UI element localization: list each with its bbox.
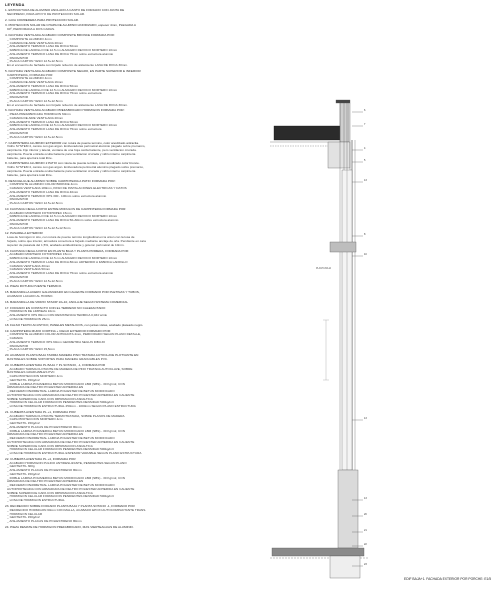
callout-2: 7 bbox=[364, 123, 366, 126]
legend-item-line: _ DOBLE LAMINA POLIMERICA BETUN MODIFICADO LBM (SBS) - 30 Kg/m2, CON bbox=[7, 475, 125, 480]
callout-9: 13 bbox=[364, 497, 367, 500]
legend-item bbox=[5, 19, 267, 23]
legend-item-line: _ REFUERZO PERIMETRAL LAMINA POLIESTER DE BETUN MODIFICADO bbox=[7, 389, 115, 394]
legend-item-line: RASTRELES GRADUABLES PVC bbox=[7, 370, 55, 375]
legend-item-line: _ GEOTEXTIL 150g/m2 bbox=[7, 515, 40, 520]
legend-item-line: _ CAMARA VENTILADA 30mm bbox=[7, 263, 50, 268]
legend-item-line: ACABADO LACADO AL HORNO. bbox=[7, 293, 54, 298]
legend-item-line: SOBRE SUPERFICIE CAPA CON IMPRIMACION ASFALTICA bbox=[7, 396, 93, 401]
legend-column bbox=[5, 3, 267, 595]
upper-parapet bbox=[340, 102, 349, 142]
callout-8: 13 bbox=[364, 417, 367, 420]
legend-item-line: _ PARAVAPOR bbox=[7, 95, 29, 100]
legend-item-line: _ AISLAMIENTO PLACAS DE POLIESTIRENO 80mm bbox=[7, 519, 82, 524]
legend-item-line: _ ACABADO TARIMA FLOTANTE DE MADERA DE PINO TRATADA AUTOCLAVE, SOBRE bbox=[7, 366, 133, 371]
legend-item-heading: 21. CUBIERTA AVENTADA PL +1, FORMADA POR bbox=[5, 409, 76, 414]
legend-item-line: AUTOPROTEGIDA CON ARMADURA DE FIELTRO POLIESTER ADHERIDA EN CALIENTE bbox=[7, 439, 135, 444]
legend-item-line: _ PLACA CARTON YESO 12.5+12.5mm bbox=[7, 98, 63, 103]
legend-item-line: _ HORMIGON CELULAR FORMACION PENDIENTES DENSIDAD 500kg/m3 bbox=[7, 494, 114, 499]
legend-item-line: _ PARAVAPOR bbox=[7, 221, 29, 226]
legend-item-line: _ CAMARA DE AIRE VENTILADA 20mm bbox=[7, 40, 64, 45]
legend-item-line: _ COMPOSITE ALUMINIO COLOR BRONCE 4mm bbox=[7, 182, 78, 187]
legend-item-line: _ REFUERZO PERIMETRAL LAMINA POLIESTER DE BETUN MODIFICADO bbox=[7, 436, 115, 441]
legend-item bbox=[5, 250, 267, 284]
callout-11: 21 bbox=[364, 529, 367, 532]
legend-item bbox=[5, 307, 267, 322]
legend-item-line: SOBRE SUPERFICIE CAPA CON IMPRIMACION ASFALTICA bbox=[7, 490, 93, 495]
callout-5: 13 bbox=[364, 179, 367, 182]
legend-item-heading: 6. FACHADA VENTILADA ACABADO PREFABRICADO HORMIGON FORMADA POR: bbox=[5, 108, 125, 113]
legend-item-line: _ HORMIGON CELULAR bbox=[7, 511, 43, 516]
legend-item bbox=[5, 109, 267, 139]
legend-item-line: ARMADURA DE FIELTRO POLIESTER ADHERIDA EN bbox=[7, 385, 84, 390]
legend-item-line: AUTOPROTEGIDA CON ARMADURA DE FIELTRO POLIESTER ADHERIDA EN CALIENTE bbox=[7, 392, 135, 397]
lower-wall-band bbox=[338, 470, 358, 548]
legend-item bbox=[5, 330, 267, 353]
legend-item-line: _ AISLAMIENTO TERMICO LANA DE ROCA 80mm ADHERIDO A FABRICA LADRILLO bbox=[7, 259, 128, 264]
legend-item-line: _ FABRICA DE LADRILLO DE 12.5 cm ALMAGRO REVOCO MORTERO 10mm bbox=[7, 256, 118, 261]
legend-item-line: CARPINTERIA, FORMADA POR: bbox=[7, 72, 54, 77]
legend-item bbox=[5, 526, 267, 530]
legend-item-line: _ AISLAMIENTO TERMICO LANA DE ROCA 50mm bbox=[7, 83, 79, 88]
legend-item-line: _ ACABADO HORMIGON PULIDO ANTIDESLIZANTE, PENDIENTES SEGUN PLANO bbox=[7, 460, 127, 465]
legend-item-line: _ FABRICA DE LADRILLO DE 12.5 cm ALMAGRO REVOCO MORTERO 10mm bbox=[7, 87, 118, 92]
legend-item-line: superior de pasarela del 1,5%, acabado antideslizante y goteron perimetral de 10mm. bbox=[7, 242, 125, 247]
legend-item-heading: 20. ACABADO PLANTA BAJA TARIMA MADERA PINO TRATADA AUTOCLAVE PLOTVANTE EN bbox=[5, 353, 139, 358]
legend-item-line: SOBRE SUPERFICIE CAPA CON IMPRIMACION ASFALTICA bbox=[7, 443, 93, 448]
legend-item-line: _ CAMARA VENTILADA 180mm, PASO DE INSTALACIONES ELECTRICAS Y DATOS bbox=[7, 186, 127, 190]
legend-item-line: _ PARAVAPOR bbox=[7, 274, 29, 279]
legend-item bbox=[5, 324, 267, 328]
legend-item-line: Vidrio SYSTEM 4, cantos con gas argon. Embocadura perimetral aluminio plegado sobre premarco, bbox=[7, 165, 144, 170]
legend-item-line: _ PARAVAPOR bbox=[7, 55, 29, 60]
legend-item-line: _ ACABADO MORTERO FOTOPRIPEC 15mm bbox=[7, 252, 72, 257]
legend-item-heading: 14. PIEZA ROTURA PUENTE TERMICO. bbox=[5, 284, 63, 289]
legend-item-heading: 20. CUBIERTA AVENTADA PL BAJA Y PL SOTANO, -1, FORMADA POR bbox=[5, 362, 106, 367]
legend-item-line: _ GEOTEXTIL 300g bbox=[7, 464, 35, 469]
legend-item-line: _ AISLAMIENTO TERMICO XPS 60mm GEOMETRIA SEGUN DIBUJO bbox=[7, 339, 106, 344]
legend-item bbox=[5, 291, 267, 299]
legend-item-line: _ AISLAMIENTO TERMICO LANA DE ROCA 50+60mm sobre estructura alumnio bbox=[7, 218, 119, 223]
callout-3: 4 bbox=[364, 147, 366, 150]
legend-item-heading: 22. CUBIERTA AVENTADA PL +4, FORMADA POR bbox=[5, 456, 76, 461]
legend-item-heading: 24. PIEZA REMATE DE HORMIGON PREFABRICADO, MAS VIERTEAGUAS DE ALUMINIO. bbox=[5, 524, 134, 529]
legend-item-line: _ GEOTEXTIL 150g/m2 bbox=[7, 377, 40, 382]
legend-item-line: _ ACABADO MORTERO FOTOPRIPEC 15mm bbox=[7, 210, 72, 215]
section-svg bbox=[268, 0, 500, 598]
legend-item-heading: 4. FACHADA VENTILADA ACABADO COMPOSITE BRONCE FORMADA POR: bbox=[5, 33, 115, 38]
legend-item-line: En el encuentro de fachada con forjado refuerzo de aislamiento LANA DE ROCA 30mm. bbox=[7, 63, 128, 68]
legend-item-line: En el encuentro de fachada con forjado refuerzo de aislamiento LANA DE ROCA 30mm. bbox=[7, 102, 128, 107]
legend-title: LEYENDA bbox=[5, 3, 25, 7]
legend-item-line: carpinteria. Fijo inferior y lateral, ventana de una hoja oscila batiente, pero ventilacion cruzada. bbox=[7, 148, 137, 153]
legend-item-line: _ GEOTEXTIL 150g/m2 bbox=[7, 421, 40, 426]
legend-item-heading: 19. CARPINTERIA MURO CORTINA + CIEGO EXTERIOR FORMADO POR: bbox=[5, 328, 111, 333]
legend-item-line: _ RECRECIDO HORMIGON 60mm CON MALLA, ACABADO EPOXI AUTOCOMPACTANTE TRANS. bbox=[7, 507, 147, 512]
callout-13: 23 bbox=[364, 563, 367, 566]
legend-item-heading: 10. FACHADA CIEGA A PATIO ENTRE MODULOS DE CARPINTERIA FORMADA POR: bbox=[5, 206, 127, 211]
legend-item-line: _ AISLAMIENTO TERMICO XPS 300 - 100mm sobre estructura alumnio bbox=[7, 193, 107, 198]
legend-item bbox=[5, 70, 267, 108]
legend-item-line: _ PLACA CARTON YESO 12.5+12.5mm bbox=[7, 201, 63, 205]
legend-item-line: _ AISLAMIENTO PLACAS DE POLIESTIRENO 80mm bbox=[7, 468, 82, 473]
legend-item-line: Losa de hormigon in situ, con rotura de puente termico longitudinal en la union con la losa de bbox=[7, 235, 135, 240]
legend-item-line: _ LOSA DE HORMIGON ESTRUCTURAL 250mm - 1000mm SEGUN PLANO ESTRUCTURA bbox=[7, 404, 136, 409]
legend-item-heading: 2. GUIA CORREDERA PARA PROTECCION SOLAR. bbox=[5, 17, 79, 22]
legend-item bbox=[5, 9, 267, 17]
legend-item-line: _ DOBLE LAMINA POLIMERICA BETUN MODIFICADO LBM (SBS) - 30 Kg/m2, CON bbox=[7, 381, 125, 386]
legend-item-line: _ AISLAMIENTO TERMICO LANA DE ROCA 50mm bbox=[7, 44, 79, 49]
legend-item-line: ARMADURA DE FIELTRO POLIESTER ADHERIDA EN bbox=[7, 432, 84, 437]
legend-item-line: batiente, para apertura total libre. bbox=[7, 172, 53, 177]
legend-item-line: _ PARAVAPOR bbox=[7, 343, 29, 348]
legend-item-line: _ PLACA CARTON YESO 12.5+12.5+12.5mm bbox=[7, 225, 71, 230]
legend-item-heading: 5. FACHADA VENTILADA ACABADO COMPOSITE NEGRO, EN PARTE SUPERIOR E INFERIOR bbox=[5, 68, 141, 73]
ground-slab bbox=[272, 548, 364, 556]
legend-item-line: carpinteria. Puerta entrada oculta batiente para ventilacion cruzada y vidrio interno carpinteria bbox=[7, 151, 136, 156]
legend-item-line: NEOPRENO, PARA APOYO DE PROTECCION SOLAR. bbox=[7, 11, 85, 16]
legend-item-line: carpinteria. Puerta entrada oculta batiente para ventilacion cruzada y vidrio interno carpinteria bbox=[7, 168, 136, 173]
legend-item bbox=[5, 142, 267, 161]
floor-level-note: PLANTA BAJA bbox=[316, 268, 332, 270]
upper-wall-insulation bbox=[328, 142, 350, 168]
legend-item-line: forjado, sobre que interior, armadura conectora a forjado mediante anclaje de orla. Pendiente en cara bbox=[7, 238, 146, 243]
legend-item-line: _ PARAVAPOR bbox=[7, 130, 29, 135]
legend-item-line: _ COMPOSITE ALUMINIO COLOR ANTRACITA 4mm, PERFORADO SEGUN PLANO DETALLE, bbox=[7, 332, 141, 337]
legend-item-heading: 16. BARANDILLA DE VIDRIO STADIP 10+10, ANCLAJE SEGUN SISTEMA COMERCIAL bbox=[5, 299, 129, 304]
legend-item-line: AUTOPROTEGIDA CON ARMADURA DE FIELTRO POLIESTER ADHERIDA EN CALIENTE bbox=[7, 486, 135, 491]
legend-item-line: _ PARAVAPOR bbox=[7, 197, 29, 202]
legend-item bbox=[5, 162, 267, 177]
legend-item-heading: 7. CARPINTERIA ALUMINIO EXTERIOR con rotura de puente termico, color anodizado antracita. bbox=[5, 140, 139, 145]
legend-item-line: _ GEOTEXTIL 150g/m2 bbox=[7, 471, 40, 476]
legend-item-line: _ LOSA DE HORMIGON 25cm bbox=[7, 316, 50, 321]
legend-item bbox=[5, 354, 267, 362]
legend-item bbox=[5, 180, 267, 206]
legend-item-line: ARMADURA DE FIELTRO POLIESTER ADHERIDA EN bbox=[7, 479, 84, 484]
legend-item bbox=[5, 505, 267, 524]
figure-caption: EDIF BAJA+1. FACHADA EXTERIOR POR PORCHE: E1/5 bbox=[404, 577, 492, 581]
legend-item-line: _ PLACA CARTON YESO 12.5+12.5mm bbox=[7, 134, 63, 139]
legend-list bbox=[5, 9, 267, 530]
legend-item-line: _ AISLAMIENTO PLACAS DE POLIESTIRENO 80mm bbox=[7, 424, 82, 429]
legend-item-line: _ AISLAMIENTO TERMICO LANA DE ROCA 75mm sobre estructura alumnio bbox=[7, 51, 114, 56]
legend-item-line: _ FABRICA DE LADRILLO DE 12.5 cm ALMAGRO REVOCO MORTERO 10mm bbox=[7, 214, 118, 219]
legend-item-line: _ AISLAMIENTO XPS 80mm CON RESISTENCIA TERMICA 0,034 w/mk bbox=[7, 313, 107, 318]
legend-item-line: _ CAMARA VENTILADA 50mm bbox=[7, 267, 50, 272]
legend-item-line: Vidrio SYSTEM 4, cantos con gas argon. Embocaduras perimetral aluminio plegado sobre premarco, bbox=[7, 144, 146, 149]
legend-item-heading: 15. BARANDILLA ACERO GALVANIZADO EN CALIENTE FORMADO POR PLETINAS Y TUBOS, bbox=[5, 290, 140, 295]
legend-item-line: _ CAPA PROTECCION MORTERO 4cm bbox=[7, 417, 63, 422]
legend-item bbox=[5, 411, 267, 456]
legend-item-heading: 12. PASARELA EXTERIOR bbox=[5, 231, 43, 236]
legend-item-line: _ CAMARA bbox=[7, 336, 23, 341]
legend-item-heading: 9. DESCUELGUE ALUMINIO SOBRE CARPINTERIA A PATIO FORMADA POR: bbox=[5, 178, 116, 183]
legend-item bbox=[5, 364, 267, 409]
mid-slab-junction bbox=[330, 242, 356, 252]
legend-item bbox=[5, 232, 267, 247]
legend-item-line: _ AISLAMIENTO TERMICO LANA DE ROCA 75mm sobre estructura bbox=[7, 127, 102, 132]
legend-item-heading: 17. FORJADO EN CONTACTO CON EL TERRENO NO CALEFACTADO: bbox=[5, 305, 106, 310]
legend-item-line: _ AISLAMIENTO TERMICO LANA DE ROCA 40mm bbox=[7, 189, 79, 194]
legend-item-line: _ AISLAMIENTO TERMICO LANA DE ROCA 75mm sobre estructura bbox=[7, 91, 102, 96]
legend-item-heading: 1. ESTRUCTURA DE ALUMINIO ANCLADO A CANTO DE FORJADO CON JUNTA DE bbox=[5, 8, 125, 12]
legend-item-line: _ CAMARA DE AIRE VENTILADA 16mm bbox=[7, 80, 64, 85]
foundation bbox=[330, 556, 360, 578]
legend-item bbox=[5, 458, 267, 503]
legend-item-line: RASTRELES SOBRE SOPORTES PARA MADERA GRADUABLES PVC. bbox=[7, 356, 108, 361]
legend-item-line: _ CAPA PROTECCION MORTERO 4cm bbox=[7, 374, 63, 379]
legend-item-line: _ COMPOSITE ALUMINIO 4mm bbox=[7, 76, 52, 81]
callout-7: 10 bbox=[364, 253, 367, 256]
legend-item bbox=[5, 34, 267, 68]
legend-item-line: _ CAMARA DE AIRE VENTILADA 20mm bbox=[7, 115, 64, 120]
legend-item-line: _ COMPOSITE ALUMINIO 4mm bbox=[7, 36, 52, 41]
legend-item-heading: 8. CARPINTERIA ALUMINIO 2 PATIO con rotura de puente termico, color anodizado color bronce. bbox=[5, 161, 140, 166]
callout-6: 8 bbox=[364, 233, 366, 236]
legend-item-line: _ LOSA DE HORMIGON ESTRUCTURAL bbox=[7, 498, 65, 503]
legend-item-line: _ FABRICA DE LADRILLO DE 12.5 cm ALMAGRO REVOCO MORTERO 10mm bbox=[7, 123, 118, 128]
legend-item bbox=[5, 208, 267, 231]
legend-item-line: _ PLACA CARTON YESO 12.5+12.5mm bbox=[7, 59, 63, 64]
legend-item-heading: 3. PROTECCION SOLAR DE CHAPA DE ALUMINIO ANODIZADO, espesor 4mm, PLEGADA A bbox=[5, 23, 136, 28]
legend-item bbox=[5, 24, 267, 32]
legend-item-line: _ PIEZA PREFABRICADA HORMIGON 60mm bbox=[7, 112, 71, 117]
legend-item-heading: 23. RECRECIDO SOBRE FORJADO PLANTA BAJA Y PLANTA SOTANO -1, FORMADO POR bbox=[5, 504, 135, 509]
legend-item-line: _ AISLAMIENTO TERMICO LANA DE ROCA 75mm sobre estructura alumnio bbox=[7, 271, 114, 276]
legend-item-line: _ PLACA CARTON YESO 15,5mm bbox=[7, 347, 55, 352]
callout-12: 22 bbox=[364, 543, 367, 546]
legend-item-line: 90º, PERFORADA A DOS CARAS. bbox=[7, 27, 55, 32]
legend-item-line: _ PLACA CARTON YESO 12.5+12.5mm bbox=[7, 278, 63, 283]
legend-item-heading: 18. FALSO TECHO ACUSTICO, PANELES METALICOS, con juntas vistas, acabado plateado negro. bbox=[5, 322, 144, 327]
legend-item-line: _ ACABADO TARIMA FLOTANTE TERMOTRATADA, SOBRE PLANOS DE MADERA bbox=[7, 413, 125, 418]
callout-10: 20 bbox=[364, 513, 367, 516]
facade-section-drawing bbox=[268, 0, 500, 598]
legend-item bbox=[5, 301, 267, 305]
legend-item-line: batiente, para apertura total libre. bbox=[7, 155, 53, 160]
legend-item-heading: 13. FACHADA CIEGA A PATIO EN PLANTA BAJA Y PLANTA PRIMERA, FORMADA POR: bbox=[5, 248, 129, 253]
legend-item-line: _ FABRICA DE LADRILLO DE 12.5 cm ALMAGRO REVOCO MORTERO 10mm bbox=[7, 48, 118, 53]
legend-item-line: _ DOBLE LAMINA POLIMERICA BETUN MODIFICADO LBM (SBS) - 30 Kg/m2, CON bbox=[7, 428, 125, 433]
callout-4: 5 bbox=[364, 159, 366, 162]
upper-slab bbox=[274, 126, 348, 140]
legend-item-line: _ LOSA DE HORMIGON ESTRUCTURAL ESPESOR VARIABLE SEGUN PLANO ESTRUCTURA bbox=[7, 451, 142, 456]
legend-item-line: _ HORMIGON CELULAR FORMACION PENDIENTES DENSIDAD 500kg/m3 bbox=[7, 447, 114, 452]
legend-item-line: _ AISLAMIENTO TERMICO LANA DE ROCA 50mm bbox=[7, 119, 79, 124]
legend-item bbox=[5, 285, 267, 289]
coping-piece bbox=[336, 100, 350, 103]
legend-item-line: _ REFUERZO PERIMETRAL LAMINA POLIESTER DE BETUN MODIFICADO bbox=[7, 483, 115, 488]
legend-item-line: _ HORMIGON DE LIMPIEZA 10cm bbox=[7, 309, 56, 314]
legend-item-line: _ HORMIGON CELULAR FORMACION PENDIENTES DENSIDAD 500kg/m3 bbox=[7, 400, 114, 405]
callout-1: 6 bbox=[364, 109, 366, 112]
